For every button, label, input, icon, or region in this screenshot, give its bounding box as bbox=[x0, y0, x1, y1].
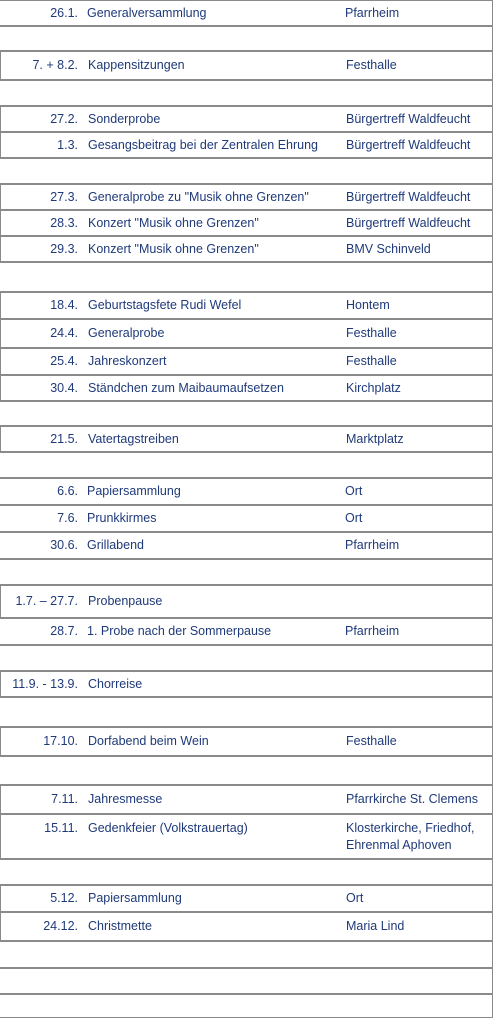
event-date: 5.12. bbox=[50, 891, 78, 905]
event-location: Pfarrkirche St. Clemens bbox=[346, 792, 478, 806]
schedule-row bbox=[0, 106, 493, 132]
schedule-row bbox=[0, 375, 493, 401]
event-name: Gedenkfeier (Volkstrauertag) bbox=[88, 821, 248, 835]
event-date: 7.11. bbox=[51, 792, 78, 806]
event-date: 29.3. bbox=[50, 242, 78, 256]
schedule-row bbox=[0, 478, 493, 505]
empty-row bbox=[0, 941, 493, 968]
schedule-row bbox=[0, 585, 493, 618]
event-location: Festhalle bbox=[346, 58, 397, 72]
event-location: BMV Schinveld bbox=[346, 242, 431, 256]
event-date: 26.1. bbox=[50, 6, 78, 20]
event-location: Festhalle bbox=[346, 326, 397, 340]
event-date: 25.4. bbox=[50, 354, 78, 368]
schedule-row bbox=[0, 292, 493, 319]
schedule-row bbox=[0, 426, 493, 452]
event-name: 1. Probe nach der Sommerpause bbox=[87, 624, 272, 638]
event-location: Pfarrheim bbox=[345, 538, 400, 552]
event-name: Christmette bbox=[88, 919, 152, 933]
schedule-row bbox=[0, 210, 493, 236]
event-location: Ort bbox=[345, 484, 363, 498]
schedule-row bbox=[0, 505, 493, 532]
empty-row bbox=[0, 968, 493, 994]
event-name: Gesangsbeitrag bei der Zentralen Ehrung bbox=[88, 138, 319, 152]
event-date: 1.3. bbox=[57, 138, 78, 152]
event-date: 28.7. bbox=[50, 624, 78, 638]
schedule-row bbox=[0, 319, 493, 348]
event-name: Vatertagstreiben bbox=[88, 432, 179, 446]
schedule-row bbox=[0, 885, 493, 912]
event-location: Bürgertreff Waldfeucht bbox=[346, 190, 471, 204]
event-date: 21.5. bbox=[50, 432, 78, 446]
empty-row bbox=[0, 859, 493, 885]
event-location: Maria Lind bbox=[346, 919, 405, 933]
empty-row bbox=[0, 26, 493, 51]
schedule-row bbox=[0, 671, 493, 697]
schedule-row bbox=[0, 0, 493, 26]
schedule-row bbox=[0, 618, 493, 645]
event-name: Generalprobe zu "Musik ohne Grenzen" bbox=[88, 190, 309, 204]
event-location: Pfarrheim bbox=[345, 624, 400, 638]
event-name: Dorfabend beim Wein bbox=[88, 734, 209, 748]
event-name: Grillabend bbox=[87, 538, 144, 552]
schedule-row bbox=[0, 51, 493, 80]
schedule-row bbox=[0, 532, 493, 559]
event-location: Kirchplatz bbox=[346, 381, 401, 395]
empty-row bbox=[0, 262, 493, 292]
event-location: Klosterkirche, Friedhof, Ehrenmal Aphoven bbox=[346, 821, 475, 852]
event-date: 24.12. bbox=[43, 919, 78, 933]
event-date: 18.4. bbox=[50, 298, 78, 312]
event-location: Hontem bbox=[346, 298, 390, 312]
empty-row bbox=[0, 80, 493, 106]
event-location: Bürgertreff Waldfeucht bbox=[346, 216, 471, 230]
event-location: Bürgertreff Waldfeucht bbox=[346, 112, 471, 126]
event-location: Festhalle bbox=[346, 734, 397, 748]
event-date: 30.6. bbox=[50, 538, 78, 552]
schedule-row bbox=[0, 785, 493, 814]
event-name: Kappensitzungen bbox=[88, 58, 185, 72]
empty-row bbox=[0, 452, 493, 478]
event-name: Jahresmesse bbox=[88, 792, 163, 806]
empty-row bbox=[0, 158, 493, 184]
event-name: Prunkkirmes bbox=[87, 511, 157, 525]
event-name: Ständchen zum Maibaumaufsetzen bbox=[88, 381, 284, 395]
event-location: Bürgertreff Waldfeucht bbox=[346, 138, 471, 152]
event-name: Generalversammlung bbox=[87, 6, 207, 20]
event-name: Geburtstagsfete Rudi Wefel bbox=[88, 298, 242, 312]
event-date: 7. + 8.2. bbox=[32, 58, 78, 72]
schedule-row bbox=[0, 814, 493, 859]
event-name: Papiersammlung bbox=[87, 484, 181, 498]
event-name: Generalprobe bbox=[88, 326, 165, 340]
event-location: Ort bbox=[345, 511, 363, 525]
empty-row bbox=[0, 401, 493, 426]
schedule-row bbox=[0, 727, 493, 756]
event-date: 27.2. bbox=[50, 112, 78, 126]
event-name: Sonderprobe bbox=[88, 112, 161, 126]
event-date: 7.6. bbox=[57, 511, 78, 525]
schedule-row bbox=[0, 348, 493, 375]
event-name: Konzert "Musik ohne Grenzen" bbox=[88, 242, 259, 256]
event-date: 27.3. bbox=[50, 190, 78, 204]
event-location: Pfarrheim bbox=[345, 6, 400, 20]
empty-row bbox=[0, 645, 493, 671]
event-date: 11.9. - 13.9. bbox=[12, 677, 78, 691]
schedule-row bbox=[0, 912, 493, 941]
event-name: Probenpause bbox=[88, 594, 163, 608]
empty-row bbox=[0, 994, 493, 1018]
event-date: 15.11. bbox=[44, 821, 78, 835]
event-location: Marktplatz bbox=[346, 432, 404, 446]
empty-row bbox=[0, 756, 493, 785]
event-name: Jahreskonzert bbox=[88, 354, 167, 368]
empty-row bbox=[0, 559, 493, 585]
event-location: Festhalle bbox=[346, 354, 397, 368]
event-name: Papiersammlung bbox=[88, 891, 182, 905]
event-location: Ort bbox=[346, 891, 364, 905]
event-date: 6.6. bbox=[57, 484, 78, 498]
schedule-row bbox=[0, 184, 493, 210]
event-date: 24.4. bbox=[50, 326, 78, 340]
event-date: 30.4. bbox=[50, 381, 78, 395]
event-date: 28.3. bbox=[50, 216, 78, 230]
schedule-row bbox=[0, 236, 493, 262]
event-date: 17.10. bbox=[43, 734, 78, 748]
schedule-row bbox=[0, 132, 493, 158]
event-date: 1.7. – 27.7. bbox=[15, 594, 78, 608]
event-name: Chorreise bbox=[88, 677, 143, 691]
empty-row bbox=[0, 697, 493, 727]
event-name: Konzert "Musik ohne Grenzen" bbox=[88, 216, 259, 230]
